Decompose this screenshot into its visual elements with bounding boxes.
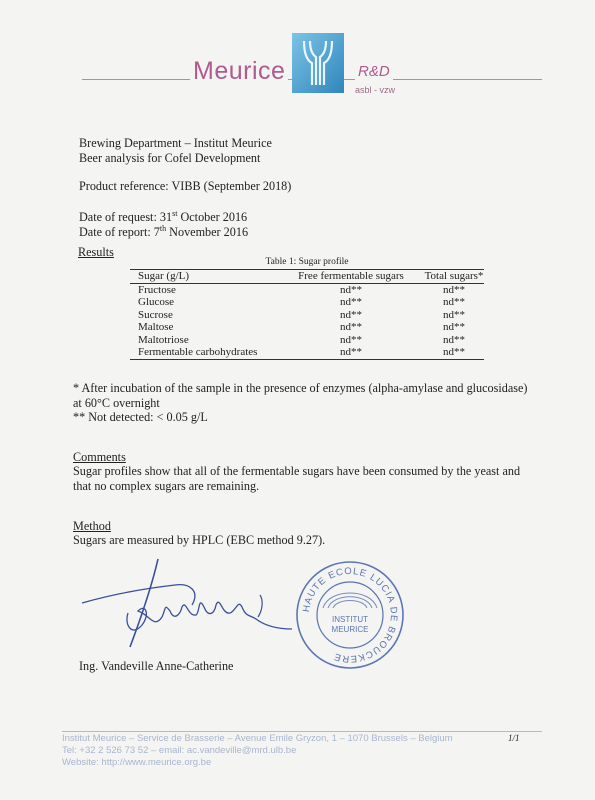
table-cell: Fructose (138, 283, 176, 296)
institut-meurice-stamp (295, 560, 405, 670)
table-cell: nd** (443, 308, 465, 321)
intro-line-2: Beer analysis for Cofel Development (79, 151, 261, 165)
stamp-center-line-1: INSTITUT (332, 615, 368, 624)
table-cell: nd** (443, 321, 465, 333)
table-cell: nd** (340, 308, 362, 321)
table-cell: nd** (416, 346, 484, 359)
footer-rule (62, 731, 542, 732)
footer-contact: Tel: +32 2 526 73 52 – email: ac.vandeville@mrd.ulb.be (62, 745, 297, 756)
stamp-icon (295, 560, 405, 670)
logo-emblem-icon (292, 33, 344, 93)
signatory-name: Ing. Vandeville Anne-Catherine (79, 659, 234, 673)
column-header: Sugar (g/L) (130, 270, 278, 284)
table-cell: nd** (340, 333, 362, 346)
table-row (130, 309, 484, 322)
table-cell: nd** (340, 296, 362, 308)
date-of-request-prefix: Date of request: 31 (79, 210, 173, 225)
stamp-center-line-2: MEURICE (331, 625, 369, 634)
table-cell: Maltotriose (138, 333, 189, 346)
method-text: Sugars are measured by HPLC (EBC method 9.27). (73, 533, 326, 547)
note-enzymes-line-2: at 60°C overnight (73, 396, 160, 410)
table-cell: nd** (340, 321, 362, 333)
footer-address: Institut Meurice – Service de Brasserie – Avenue Emile Gryzon, 1 – 1070 Brussels – Belgium (62, 733, 453, 744)
table-cell: Fermentable carbohydrates (130, 346, 278, 359)
table-cell: nd** (443, 283, 465, 296)
logo-subtitle: asbl - vzw (355, 85, 396, 95)
comments-line-1: Sugar profiles show that all of the fermentable sugars have been consumed by the yeast and (73, 464, 521, 478)
footer-website: Website: http://www.meurice.org.be (62, 757, 212, 768)
results-heading: Results (78, 245, 114, 259)
table-caption: Table 1: Sugar profile (265, 257, 349, 267)
table-cell: Glucose (138, 296, 175, 308)
note-not-detected: ** Not detected: < 0.05 g/L (73, 410, 208, 424)
date-of-request-sup: st (172, 209, 178, 218)
page-number: 1/1 (508, 733, 520, 743)
date-of-report-prefix: Date of report: 7 (79, 225, 160, 240)
method-heading: Method (73, 519, 111, 533)
column-header: Total sugars* (416, 270, 484, 284)
table-row (130, 296, 484, 309)
table-row (130, 283, 484, 296)
signature (80, 555, 300, 655)
table-row (130, 321, 484, 334)
logo-emblem (292, 33, 344, 93)
table-cell: nd** (443, 333, 465, 346)
table-row (130, 346, 484, 359)
date-of-report-sup: th (159, 224, 167, 233)
stamp-ring-text: HAUTE ECOLE LUCIA DE BROUCKERE (300, 565, 400, 665)
logo-name: Meurice (190, 57, 288, 86)
table-header-row (130, 270, 484, 284)
table-cell: nd** (443, 296, 465, 308)
comments-line-2: that no complex sugars are remaining. (73, 479, 260, 493)
logo-rd: R&D (355, 63, 393, 80)
table-cell: nd** (340, 283, 362, 296)
table-row (130, 334, 484, 347)
column-header: Free fermentable sugars (278, 270, 416, 284)
table-cell: Maltose (138, 321, 174, 333)
table-cell: Sucrose (138, 308, 173, 321)
signature-icon (80, 555, 300, 655)
date-of-report (79, 221, 248, 240)
sugar-profile-table (130, 269, 484, 360)
intro-line-1: Brewing Department – Institut Meurice (79, 136, 272, 150)
note-enzymes-line-1: * After incubation of the sample in the presence of enzymes (alpha-amylase and glucosidase) (73, 381, 528, 395)
table-cell: nd** (278, 346, 416, 359)
date-of-report-suffix: November 2016 (166, 225, 249, 240)
date-of-request-suffix: October 2016 (177, 210, 248, 225)
comments-heading: Comments (73, 450, 126, 464)
product-reference: Product reference: VIBB (September 2018) (79, 179, 292, 193)
